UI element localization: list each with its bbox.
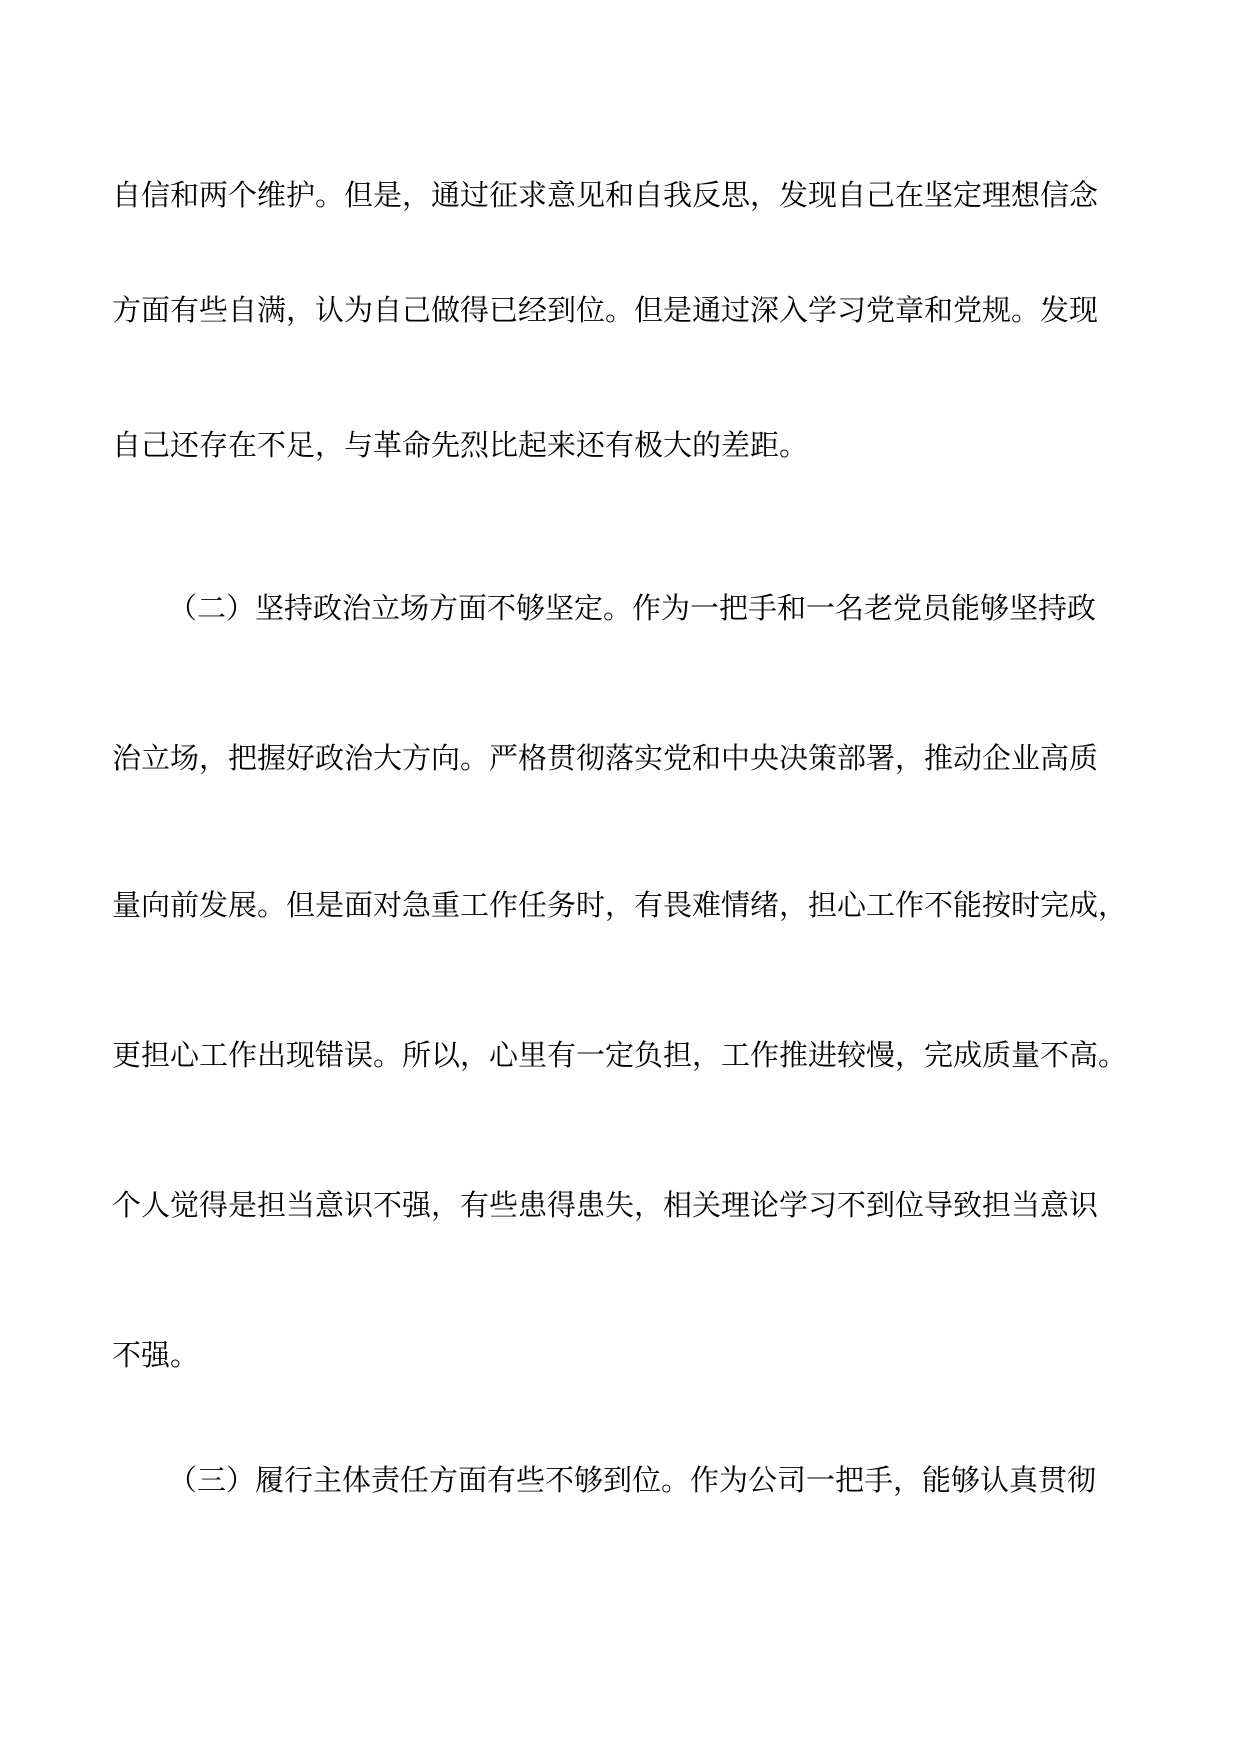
paragraph-line: 自己还存在不足，与革命先烈比起来还有极大的差距。 [112,428,809,462]
paragraph-line: 自信和两个维护。但是，通过征求意见和自我反思，发现自己在坚定理想信念 [112,178,1099,212]
section-heading-line: （三）履行主体责任方面有些不够到位。作为公司一把手，能够认真贯彻 [168,1463,1097,1497]
paragraph-line: 不强。 [112,1338,200,1372]
paragraph-line: 量向前发展。但是面对急重工作任务时，有畏难情绪，担心工作不能按时完成， [112,888,1128,922]
section-heading-line: （二）坚持政治立场方面不够坚定。作为一把手和一名老党员能够坚持政 [168,591,1097,625]
paragraph-line: 个人觉得是担当意识不强，有些患得患失，相关理论学习不到位导致担当意识 [112,1188,1099,1222]
paragraph-line: 更担心工作出现错误。所以，心里有一定负担，工作推进较慢，完成质量不高。 [112,1038,1128,1072]
paragraph-line: 方面有些自满，认为自己做得已经到位。但是通过深入学习党章和党规。发现 [112,293,1099,327]
paragraph-line: 治立场，把握好政治大方向。严格贯彻落实党和中央决策部署，推动企业高质 [112,741,1099,775]
